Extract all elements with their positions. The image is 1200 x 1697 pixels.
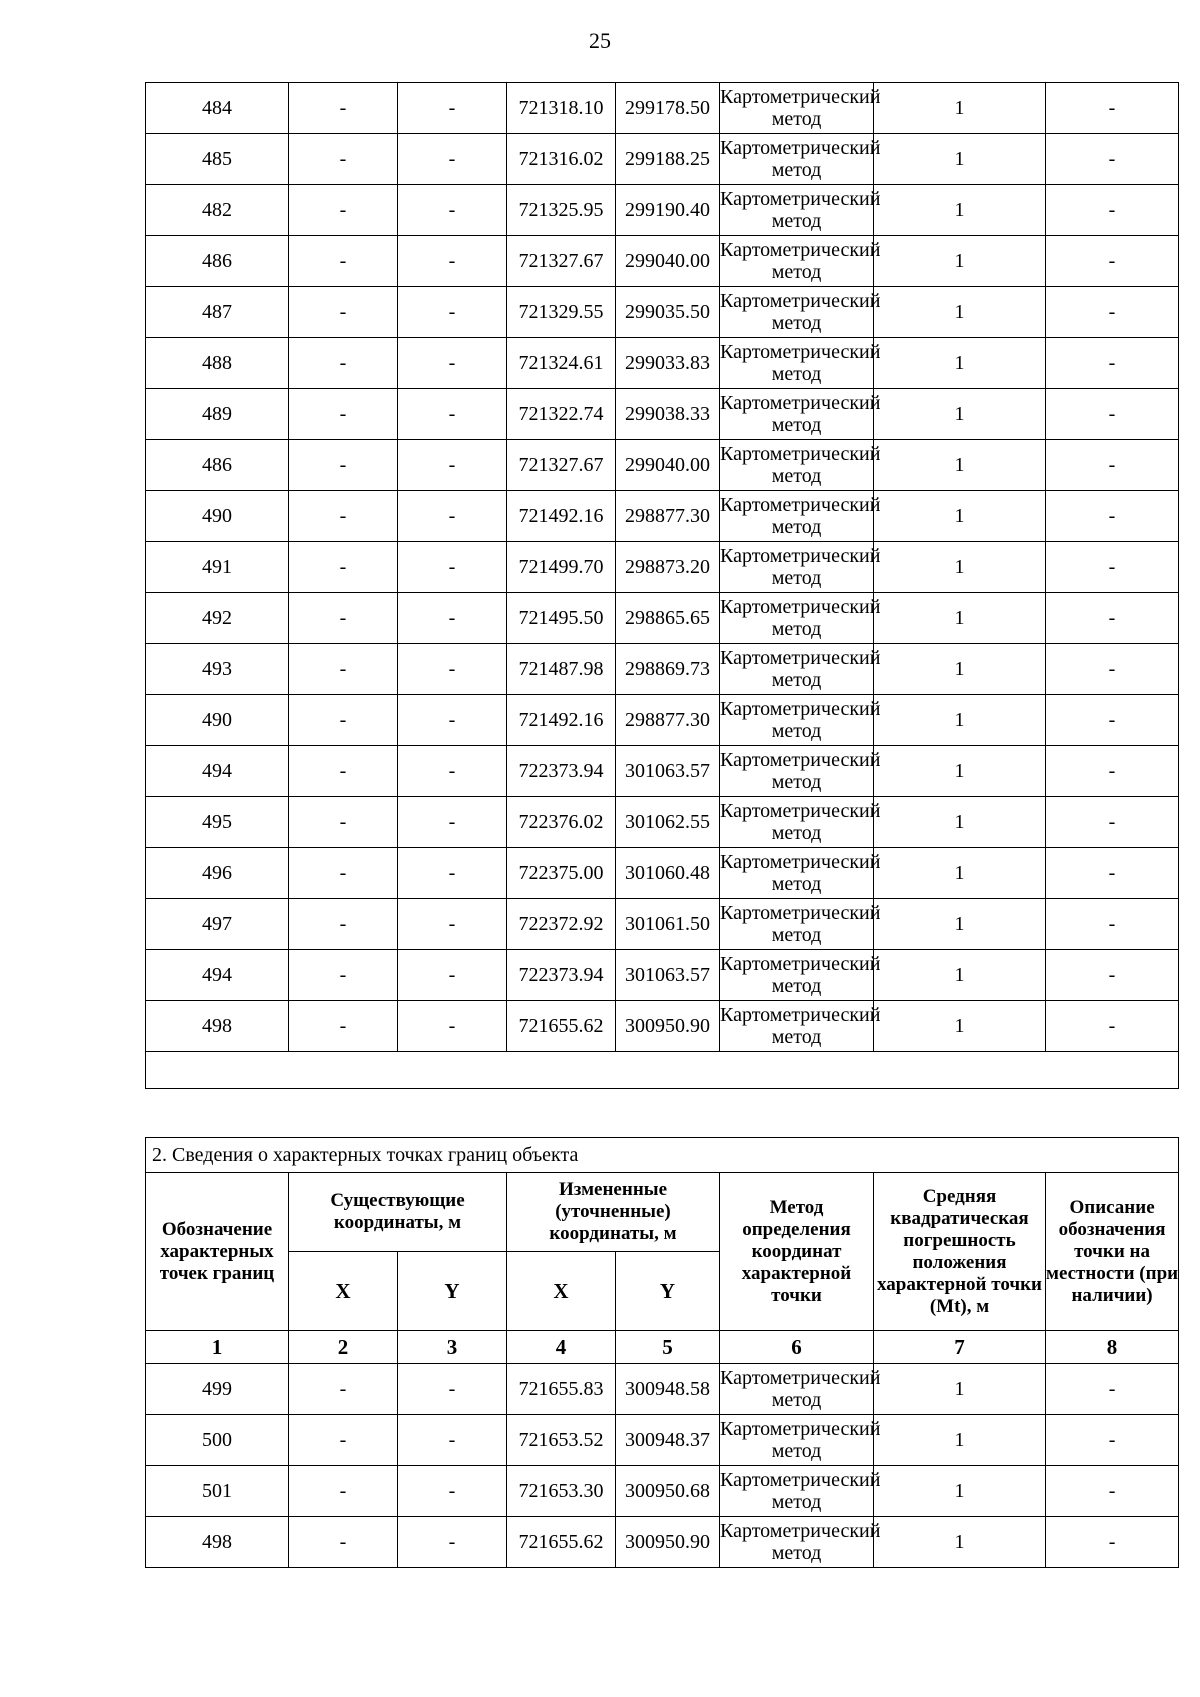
existing-x-cell: - xyxy=(289,542,398,593)
changed-y-cell: 300950.90 xyxy=(616,1001,720,1052)
existing-y-cell: - xyxy=(398,593,507,644)
point-number-cell: 494 xyxy=(146,746,289,797)
point-number-cell: 482 xyxy=(146,185,289,236)
point-number-cell: 498 xyxy=(146,1517,289,1568)
header-mean-square-error: Средняя квадратическая погрешность положения характерной точки (Mt), м xyxy=(874,1173,1046,1331)
method-cell: Картометрический метод xyxy=(720,797,874,848)
changed-x-cell: 721487.98 xyxy=(507,644,616,695)
existing-x-cell: - xyxy=(289,644,398,695)
point-number-cell: 490 xyxy=(146,695,289,746)
table-row xyxy=(146,185,1179,236)
column-number: 3 xyxy=(398,1331,507,1364)
header-changed-coordinates: Измененные (уточненные) координаты, м xyxy=(507,1173,720,1252)
existing-y-cell: - xyxy=(398,848,507,899)
existing-y-cell: - xyxy=(398,389,507,440)
changed-y-cell: 301063.57 xyxy=(616,950,720,1001)
point-number-cell: 489 xyxy=(146,389,289,440)
changed-x-cell: 721492.16 xyxy=(507,491,616,542)
mean-error-cell: 1 xyxy=(874,1001,1046,1052)
changed-x-cell: 721653.30 xyxy=(507,1466,616,1517)
changed-x-cell: 721492.16 xyxy=(507,695,616,746)
method-cell: Картометрический метод xyxy=(720,848,874,899)
existing-x-cell: - xyxy=(289,899,398,950)
point-number-cell: 486 xyxy=(146,236,289,287)
table-row xyxy=(146,950,1179,1001)
changed-x-cell: 722376.02 xyxy=(507,797,616,848)
mean-error-cell: 1 xyxy=(874,236,1046,287)
table-caption: 2. Сведения о характерных точках границ объекта xyxy=(146,1138,1179,1173)
table-row xyxy=(146,1466,1179,1517)
changed-y-cell: 299038.33 xyxy=(616,389,720,440)
column-number: 5 xyxy=(616,1331,720,1364)
changed-x-cell: 721327.67 xyxy=(507,440,616,491)
mean-error-cell: 1 xyxy=(874,695,1046,746)
changed-x-cell: 721322.74 xyxy=(507,389,616,440)
table-row xyxy=(146,83,1179,134)
table-row xyxy=(146,440,1179,491)
column-number: 2 xyxy=(289,1331,398,1364)
description-cell: - xyxy=(1046,593,1179,644)
header-point-designation: Обозначение характерных точек границ xyxy=(146,1173,289,1331)
mean-error-cell: 1 xyxy=(874,287,1046,338)
method-cell: Картометрический метод xyxy=(720,389,874,440)
point-number-cell: 498 xyxy=(146,1001,289,1052)
table-row xyxy=(146,899,1179,950)
existing-x-cell: - xyxy=(289,1364,398,1415)
method-cell: Картометрический метод xyxy=(720,899,874,950)
header-changed-x: X xyxy=(507,1252,616,1331)
table-row xyxy=(146,644,1179,695)
table-row xyxy=(146,593,1179,644)
mean-error-cell: 1 xyxy=(874,899,1046,950)
existing-y-cell: - xyxy=(398,797,507,848)
column-number: 4 xyxy=(507,1331,616,1364)
mean-error-cell: 1 xyxy=(874,338,1046,389)
point-number-cell: 499 xyxy=(146,1364,289,1415)
changed-y-cell: 301063.57 xyxy=(616,746,720,797)
description-cell: - xyxy=(1046,134,1179,185)
mean-error-cell: 1 xyxy=(874,746,1046,797)
mean-error-cell: 1 xyxy=(874,491,1046,542)
changed-x-cell: 721324.61 xyxy=(507,338,616,389)
existing-x-cell: - xyxy=(289,1415,398,1466)
changed-y-cell: 299040.00 xyxy=(616,440,720,491)
method-cell: Картометрический метод xyxy=(720,491,874,542)
description-cell: - xyxy=(1046,1517,1179,1568)
changed-x-cell: 721325.95 xyxy=(507,185,616,236)
mean-error-cell: 1 xyxy=(874,848,1046,899)
mean-error-cell: 1 xyxy=(874,1364,1046,1415)
description-cell: - xyxy=(1046,1466,1179,1517)
table-row xyxy=(146,1517,1179,1568)
column-number: 8 xyxy=(1046,1331,1179,1364)
header-changed-y: Y xyxy=(616,1252,720,1331)
description-cell: - xyxy=(1046,848,1179,899)
changed-x-cell: 722372.92 xyxy=(507,899,616,950)
existing-y-cell: - xyxy=(398,1001,507,1052)
existing-x-cell: - xyxy=(289,236,398,287)
changed-x-cell: 721499.70 xyxy=(507,542,616,593)
changed-y-cell: 301060.48 xyxy=(616,848,720,899)
mean-error-cell: 1 xyxy=(874,644,1046,695)
page-number: 25 xyxy=(589,28,611,53)
method-cell: Картометрический метод xyxy=(720,134,874,185)
description-cell: - xyxy=(1046,491,1179,542)
changed-y-cell: 299190.40 xyxy=(616,185,720,236)
existing-y-cell: - xyxy=(398,491,507,542)
mean-error-cell: 1 xyxy=(874,440,1046,491)
existing-x-cell: - xyxy=(289,797,398,848)
description-cell: - xyxy=(1046,83,1179,134)
method-cell: Картометрический метод xyxy=(720,440,874,491)
changed-x-cell: 721329.55 xyxy=(507,287,616,338)
description-cell: - xyxy=(1046,746,1179,797)
header-existing-coordinates: Существующие координаты, м xyxy=(289,1173,507,1252)
existing-y-cell: - xyxy=(398,644,507,695)
description-cell: - xyxy=(1046,797,1179,848)
table-row xyxy=(146,389,1179,440)
method-cell: Картометрический метод xyxy=(720,644,874,695)
header-existing-y: Y xyxy=(398,1252,507,1331)
changed-y-cell: 298873.20 xyxy=(616,542,720,593)
changed-y-cell: 300950.68 xyxy=(616,1466,720,1517)
existing-x-cell: - xyxy=(289,593,398,644)
coordinates-table-continued xyxy=(145,82,1179,1089)
existing-x-cell: - xyxy=(289,338,398,389)
table-row xyxy=(146,1415,1179,1466)
point-number-cell: 494 xyxy=(146,950,289,1001)
changed-x-cell: 721318.10 xyxy=(507,83,616,134)
changed-y-cell: 301062.55 xyxy=(616,797,720,848)
table-row xyxy=(146,134,1179,185)
changed-x-cell: 722373.94 xyxy=(507,746,616,797)
description-cell: - xyxy=(1046,1001,1179,1052)
existing-x-cell: - xyxy=(289,848,398,899)
description-cell: - xyxy=(1046,1415,1179,1466)
changed-x-cell: 721655.83 xyxy=(507,1364,616,1415)
point-number-cell: 492 xyxy=(146,593,289,644)
existing-y-cell: - xyxy=(398,1364,507,1415)
description-cell: - xyxy=(1046,185,1179,236)
header-method: Метод определения координат характерной точки xyxy=(720,1173,874,1331)
changed-y-cell: 298865.65 xyxy=(616,593,720,644)
point-number-cell: 488 xyxy=(146,338,289,389)
changed-y-cell: 299188.25 xyxy=(616,134,720,185)
description-cell: - xyxy=(1046,695,1179,746)
changed-x-cell: 721327.67 xyxy=(507,236,616,287)
point-number-cell: 484 xyxy=(146,83,289,134)
method-cell: Картометрический метод xyxy=(720,83,874,134)
method-cell: Картометрический метод xyxy=(720,236,874,287)
description-cell: - xyxy=(1046,389,1179,440)
changed-y-cell: 299035.50 xyxy=(616,287,720,338)
existing-x-cell: - xyxy=(289,389,398,440)
changed-y-cell: 300948.58 xyxy=(616,1364,720,1415)
point-number-cell: 500 xyxy=(146,1415,289,1466)
column-number: 7 xyxy=(874,1331,1046,1364)
point-number-cell: 497 xyxy=(146,899,289,950)
description-cell: - xyxy=(1046,950,1179,1001)
mean-error-cell: 1 xyxy=(874,389,1046,440)
existing-x-cell: - xyxy=(289,695,398,746)
changed-y-cell: 300950.90 xyxy=(616,1517,720,1568)
existing-y-cell: - xyxy=(398,83,507,134)
existing-x-cell: - xyxy=(289,1466,398,1517)
description-cell: - xyxy=(1046,236,1179,287)
point-number-cell: 495 xyxy=(146,797,289,848)
existing-x-cell: - xyxy=(289,1001,398,1052)
changed-x-cell: 722375.00 xyxy=(507,848,616,899)
point-number-cell: 496 xyxy=(146,848,289,899)
table-row xyxy=(146,542,1179,593)
existing-y-cell: - xyxy=(398,746,507,797)
changed-x-cell: 721653.52 xyxy=(507,1415,616,1466)
existing-y-cell: - xyxy=(398,1517,507,1568)
method-cell: Картометрический метод xyxy=(720,1364,874,1415)
existing-y-cell: - xyxy=(398,134,507,185)
description-cell: - xyxy=(1046,287,1179,338)
changed-x-cell: 721495.50 xyxy=(507,593,616,644)
description-cell: - xyxy=(1046,542,1179,593)
description-cell: - xyxy=(1046,899,1179,950)
empty-row xyxy=(146,1052,1179,1089)
method-cell: Картометрический метод xyxy=(720,287,874,338)
point-number-cell: 486 xyxy=(146,440,289,491)
column-number: 6 xyxy=(720,1331,874,1364)
changed-y-cell: 298869.73 xyxy=(616,644,720,695)
point-number-cell: 501 xyxy=(146,1466,289,1517)
method-cell: Картометрический метод xyxy=(720,695,874,746)
header-point-description: Описание обозначения точки на местности (при наличии) xyxy=(1046,1173,1179,1331)
table-row xyxy=(146,287,1179,338)
point-number-cell: 491 xyxy=(146,542,289,593)
mean-error-cell: 1 xyxy=(874,1517,1046,1568)
existing-y-cell: - xyxy=(398,185,507,236)
existing-x-cell: - xyxy=(289,83,398,134)
table-row xyxy=(146,746,1179,797)
mean-error-cell: 1 xyxy=(874,83,1046,134)
existing-y-cell: - xyxy=(398,440,507,491)
header-existing-x: X xyxy=(289,1252,398,1331)
description-cell: - xyxy=(1046,440,1179,491)
method-cell: Картометрический метод xyxy=(720,746,874,797)
column-number: 1 xyxy=(146,1331,289,1364)
boundary-points-table xyxy=(145,1137,1179,1568)
empty-cell xyxy=(146,1052,1179,1089)
existing-y-cell: - xyxy=(398,950,507,1001)
method-cell: Картометрический метод xyxy=(720,185,874,236)
changed-x-cell: 721655.62 xyxy=(507,1517,616,1568)
table-row xyxy=(146,1001,1179,1052)
mean-error-cell: 1 xyxy=(874,1466,1046,1517)
existing-x-cell: - xyxy=(289,185,398,236)
mean-error-cell: 1 xyxy=(874,185,1046,236)
method-cell: Картометрический метод xyxy=(720,1466,874,1517)
mean-error-cell: 1 xyxy=(874,1415,1046,1466)
mean-error-cell: 1 xyxy=(874,134,1046,185)
method-cell: Картометрический метод xyxy=(720,593,874,644)
table-row xyxy=(146,1364,1179,1415)
existing-x-cell: - xyxy=(289,134,398,185)
mean-error-cell: 1 xyxy=(874,542,1046,593)
existing-y-cell: - xyxy=(398,1415,507,1466)
changed-y-cell: 299178.50 xyxy=(616,83,720,134)
changed-x-cell: 721655.62 xyxy=(507,1001,616,1052)
point-number-cell: 490 xyxy=(146,491,289,542)
method-cell: Картометрический метод xyxy=(720,338,874,389)
existing-x-cell: - xyxy=(289,491,398,542)
changed-y-cell: 300948.37 xyxy=(616,1415,720,1466)
description-cell: - xyxy=(1046,644,1179,695)
existing-x-cell: - xyxy=(289,287,398,338)
changed-y-cell: 299033.83 xyxy=(616,338,720,389)
table-row xyxy=(146,797,1179,848)
description-cell: - xyxy=(1046,338,1179,389)
existing-y-cell: - xyxy=(398,899,507,950)
method-cell: Картометрический метод xyxy=(720,950,874,1001)
table-row xyxy=(146,695,1179,746)
changed-y-cell: 299040.00 xyxy=(616,236,720,287)
mean-error-cell: 1 xyxy=(874,797,1046,848)
method-cell: Картометрический метод xyxy=(720,1415,874,1466)
existing-y-cell: - xyxy=(398,287,507,338)
description-cell: - xyxy=(1046,1364,1179,1415)
existing-y-cell: - xyxy=(398,542,507,593)
changed-y-cell: 301061.50 xyxy=(616,899,720,950)
method-cell: Картометрический метод xyxy=(720,1517,874,1568)
existing-x-cell: - xyxy=(289,746,398,797)
changed-y-cell: 298877.30 xyxy=(616,695,720,746)
existing-x-cell: - xyxy=(289,1517,398,1568)
table-row xyxy=(146,848,1179,899)
changed-x-cell: 721316.02 xyxy=(507,134,616,185)
existing-x-cell: - xyxy=(289,950,398,1001)
existing-y-cell: - xyxy=(398,695,507,746)
point-number-cell: 485 xyxy=(146,134,289,185)
table-row xyxy=(146,338,1179,389)
mean-error-cell: 1 xyxy=(874,950,1046,1001)
existing-y-cell: - xyxy=(398,338,507,389)
method-cell: Картометрический метод xyxy=(720,542,874,593)
table-row xyxy=(146,491,1179,542)
existing-y-cell: - xyxy=(398,1466,507,1517)
point-number-cell: 487 xyxy=(146,287,289,338)
method-cell: Картометрический метод xyxy=(720,1001,874,1052)
mean-error-cell: 1 xyxy=(874,593,1046,644)
existing-y-cell: - xyxy=(398,236,507,287)
changed-y-cell: 298877.30 xyxy=(616,491,720,542)
table-row xyxy=(146,236,1179,287)
point-number-cell: 493 xyxy=(146,644,289,695)
existing-x-cell: - xyxy=(289,440,398,491)
changed-x-cell: 722373.94 xyxy=(507,950,616,1001)
